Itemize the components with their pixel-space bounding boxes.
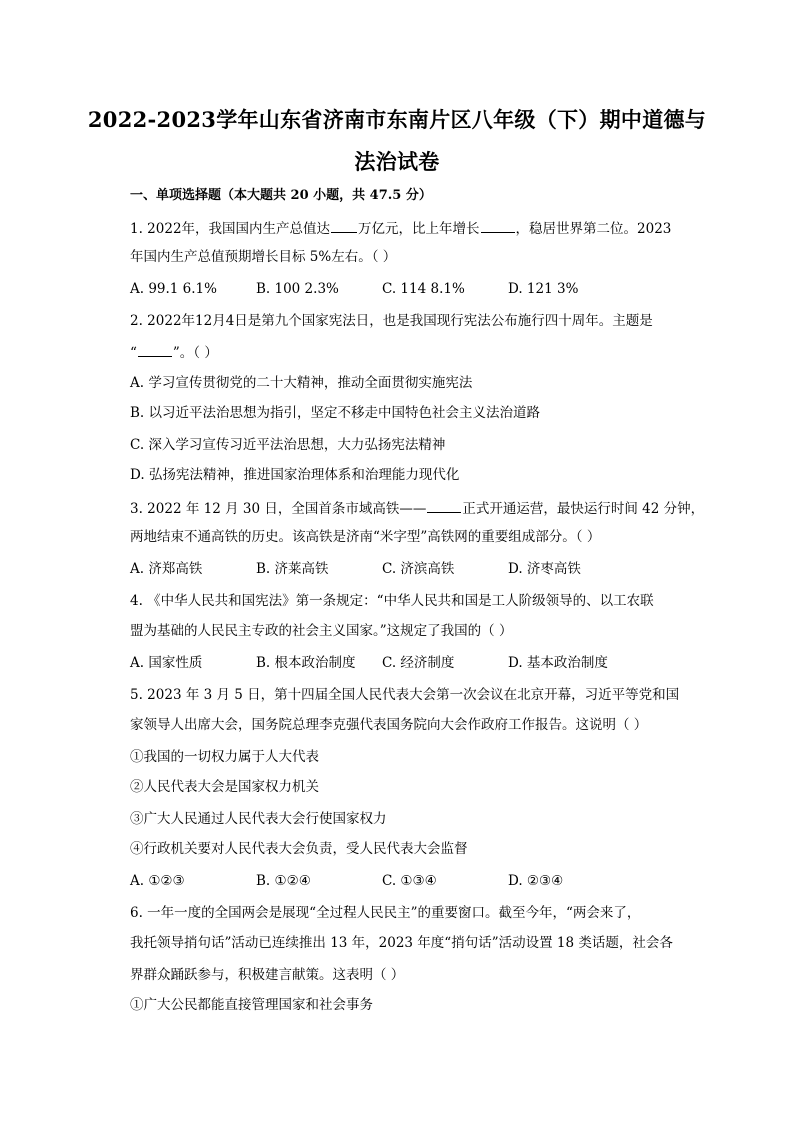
question-2-line1: 2. 2022年12月4日是第九个国家宪法日，也是我国现行宪法公布施行四十周年。主题是 (130, 313, 653, 329)
q3-blank (427, 498, 461, 513)
q1-option-c[interactable]: C. 114 8.1% (382, 281, 465, 297)
q1-option-b[interactable]: B. 100 2.3% (256, 281, 339, 297)
question-5-options (130, 872, 670, 890)
q1-blank-1 (331, 218, 357, 233)
q4-option-a[interactable]: A. 国家性质 (130, 655, 203, 671)
q2-text-pre: “ (130, 345, 137, 361)
q2-text-post: ”。（ ） (172, 345, 218, 361)
q4-option-d[interactable]: D. 基本政治制度 (508, 655, 608, 671)
q5-option-a[interactable]: A. ①②③ (130, 873, 185, 889)
q4-option-b[interactable]: B. 根本政治制度 (256, 655, 356, 671)
q5-option-c[interactable]: C. ①③④ (382, 873, 437, 889)
q2-option-c[interactable]: C. 深入学习宣传习近平法治思想，大力弘扬宪法精神 (130, 437, 446, 453)
q1-option-a[interactable]: A. 99.1 6.1% (130, 281, 217, 297)
q3-text-post: 正式开通运营，最快运行时间 42 分钟， (462, 501, 705, 517)
q2-option-a[interactable]: A. 学习宣传贯彻党的二十大精神，推动全面贯彻实施宪法 (130, 375, 473, 391)
q1-text-pre: 1. 2022年，我国国内生产总值达 (130, 221, 331, 237)
question-6-line1: 6. 一年一度的全国两会是展现“全过程人民民主”的重要窗口。截至今年，“两会来了， (130, 905, 641, 921)
q5-item-4: ④行政机关要对人民代表大会负责，受人民代表大会监督 (130, 841, 468, 857)
question-6-line3: 界群众踊跃参与，积极建言献策。这表明（ ） (130, 967, 405, 983)
q5-item-1: ①我国的一切权力属于人大代表 (130, 749, 319, 765)
q3-option-c[interactable]: C. 济滨高铁 (382, 561, 455, 577)
question-1-options (130, 280, 670, 298)
q2-option-b[interactable]: B. 以习近平法治思想为指引，坚定不移走中国特色社会主义法治道路 (130, 405, 541, 421)
question-3-options (130, 560, 670, 578)
q1-text-mid: 万亿元，比上年增长 (358, 221, 480, 237)
q6-item-1: ①广大公民都能直接管理国家和社会事务 (130, 997, 373, 1013)
question-2-line2 (130, 342, 218, 362)
q5-item-3: ③广大人民通过人民代表大会行使国家权力 (130, 811, 387, 827)
q4-option-c[interactable]: C. 经济制度 (382, 655, 455, 671)
q5-option-b[interactable]: B. ①②④ (256, 873, 311, 889)
q1-option-d[interactable]: D. 121 3% (508, 281, 579, 297)
q3-option-a[interactable]: A. 济郑高铁 (130, 561, 203, 577)
q3-option-b[interactable]: B. 济莱高铁 (256, 561, 329, 577)
question-4-line1: 4. 《中华人民共和国宪法》第一条规定：“中华人民共和国是工人阶级领导的、以工农联 (130, 593, 654, 609)
question-1-line1 (130, 218, 671, 238)
q3-option-d[interactable]: D. 济枣高铁 (508, 561, 581, 577)
question-5-line2: 家领导人出席大会，国务院总理李克强代表国务院向大会作政府工作报告。这说明（ ） (130, 717, 648, 733)
question-1-line2: 年国内生产总值预期增长目标 5%左右。（ ） (130, 249, 397, 265)
question-4-line2: 盟为基础的人民民主专政的社会主义国家。”这规定了我国的（ ） (130, 623, 513, 639)
q1-blank-2 (481, 218, 515, 233)
question-4-options (130, 654, 670, 672)
q5-option-d[interactable]: D. ②③④ (508, 873, 564, 889)
question-3-line1 (130, 498, 704, 518)
exam-title-line2: 法治试卷 (354, 149, 440, 174)
q1-text-post: ，稳居世界第二位。2023 (515, 221, 672, 237)
question-5-line1: 5. 2023 年 3 月 5 日，第十四届全国人民代表大会第一次会议在北京开幕，习近平等党和国 (130, 687, 680, 703)
section-heading: 一、单项选择题（本大题共 20 小题，共 47.5 分） (130, 188, 432, 203)
exam-title-line1: 2022-2023学年山东省济南市东南片区八年级（下）期中道德与 (87, 107, 707, 132)
q3-text-pre: 3. 2022 年 12 月 30 日，全国首条市域高铁—— (130, 501, 427, 517)
q5-item-2: ②人民代表大会是国家权力机关 (130, 779, 319, 795)
question-3-line2: 两地结束不通高铁的历史。该高铁是济南“米字型”高铁网的重要组成部分。（ ） (130, 529, 601, 545)
q2-blank (138, 342, 172, 357)
q2-option-d[interactable]: D. 弘扬宪法精神，推进国家治理体系和治理能力现代化 (130, 467, 460, 483)
question-6-line2: 我托领导捎句话”活动已连续推出 13 年，2023 年度“捎句话”活动设置 18 类话题，社会各 (130, 935, 673, 951)
